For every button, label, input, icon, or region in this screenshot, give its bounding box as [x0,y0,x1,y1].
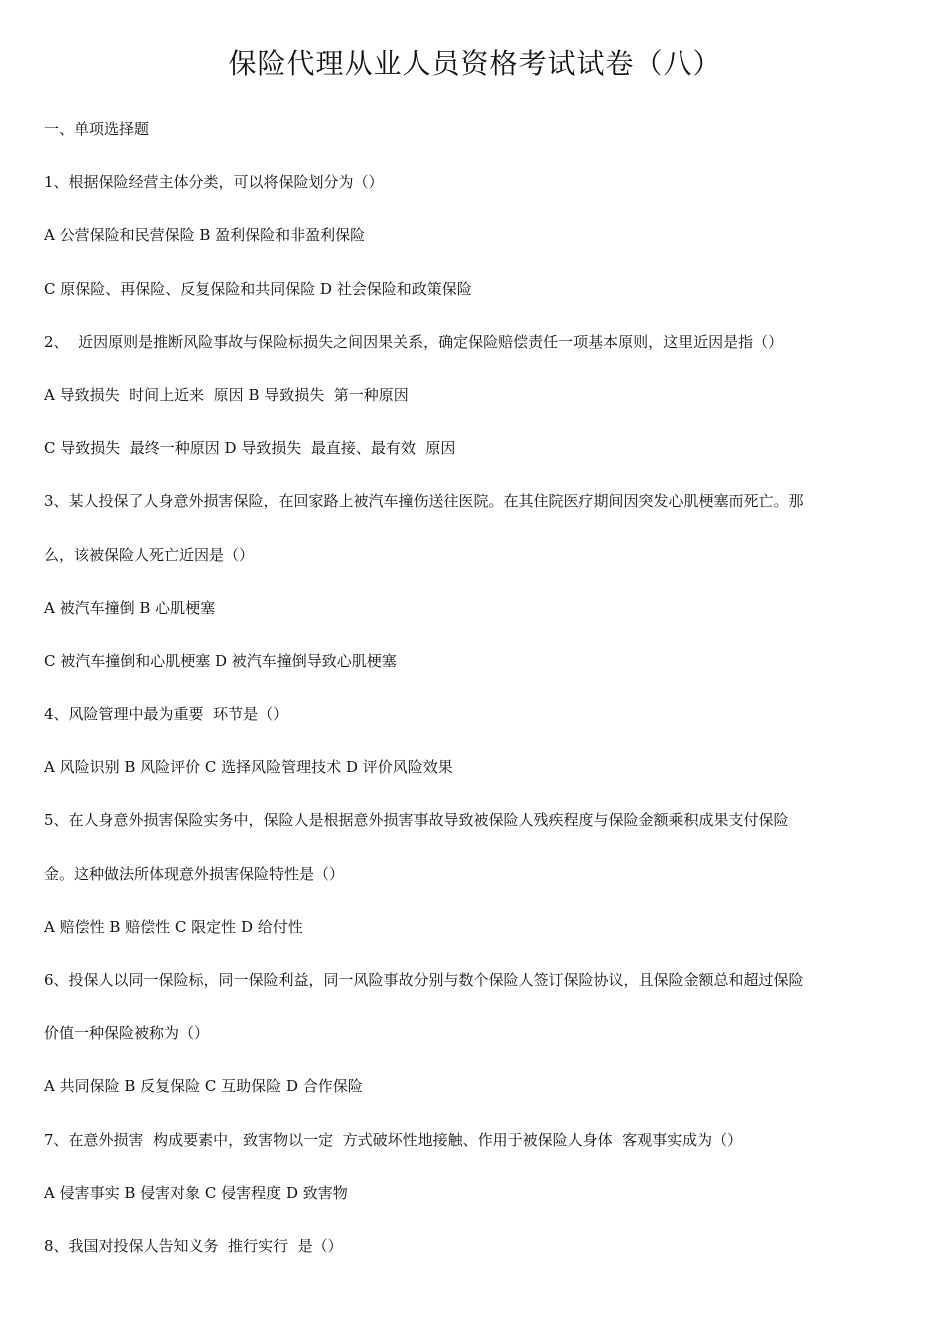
question-8: 8、我国对投保人告知义务 推行实行 是（） [44,1236,343,1255]
question-5-options: A 赔偿性 B 赔偿性 C 限定性 D 给付性 [44,917,303,936]
question-5-part-2: 金。这种做法所体现意外损害保险特性是（） [44,864,345,883]
question-1: 1、根据保险经营主体分类，可以将保险划分为（） [44,173,384,192]
question-7: 7、在意外损害 构成要素中，致害物以一定 方式破坏性地接触、作用于被保险人身体 客观事实成为（） [44,1130,743,1149]
question-4-options: A 风险识别 B 风险评价 C 选择风险管理技术 D 评价风险效果 [44,758,453,777]
question-2: 2、 近因原则是推断风险事故与保险标损失之间因果关系，确定保险赔偿责任一项基本原则，这里近因是指（） [44,332,784,351]
question-2-options-ab: A 导致损失 时间上近来 原因 B 导致损失 第一种原因 [44,385,409,404]
question-3-part-2: 么，该被保险人死亡近因是（） [44,545,255,564]
question-4: 4、风险管理中最为重要 环节是（） [44,705,289,724]
question-2-options-cd: C 导致损失 最终一种原因 D 导致损失 最直接、最有效 原因 [44,439,456,458]
question-3-part-1: 3、某人投保了人身意外损害保险，在回家路上被汽车撞伤送往医院。在其住院医疗期间因突发心肌梗塞而死亡。那 [44,492,804,511]
question-6-options: A 共同保险 B 反复保险 C 互助保险 D 合作保险 [44,1077,363,1096]
question-3-options-ab: A 被汽车撞倒 B 心肌梗塞 [44,598,216,617]
question-5-part-1: 5、在人身意外损害保险实务中，保险人是根据意外损害事故导致被保险人残疾程度与保险金额乘积成果支付保险 [44,811,789,830]
page-title: 保险代理从业人员资格考试试卷（八） [228,47,722,80]
section-heading: 一、单项选择题 [44,120,150,138]
question-6-part-2: 价值一种保险被称为（） [44,1024,210,1043]
question-3-options-cd: C 被汽车撞倒和心肌梗塞 D 被汽车撞倒导致心肌梗塞 [44,651,397,670]
question-6-part-1: 6、投保人以同一保险标，同一保险利益，同一风险事故分别与数个保险人签订保险协议，且保险金额总和超过保险 [44,971,804,989]
question-7-options: A 侵害事实 B 侵害对象 C 侵害程度 D 致害物 [44,1183,348,1202]
question-1-options-cd: C 原保险、再保险、反复保险和共同保险 D 社会保险和政策保险 [44,279,472,298]
question-1-options-ab: A 公营保险和民营保险 B 盈利保险和非盈利保险 [44,226,366,245]
exam-content [44,116,864,1286]
